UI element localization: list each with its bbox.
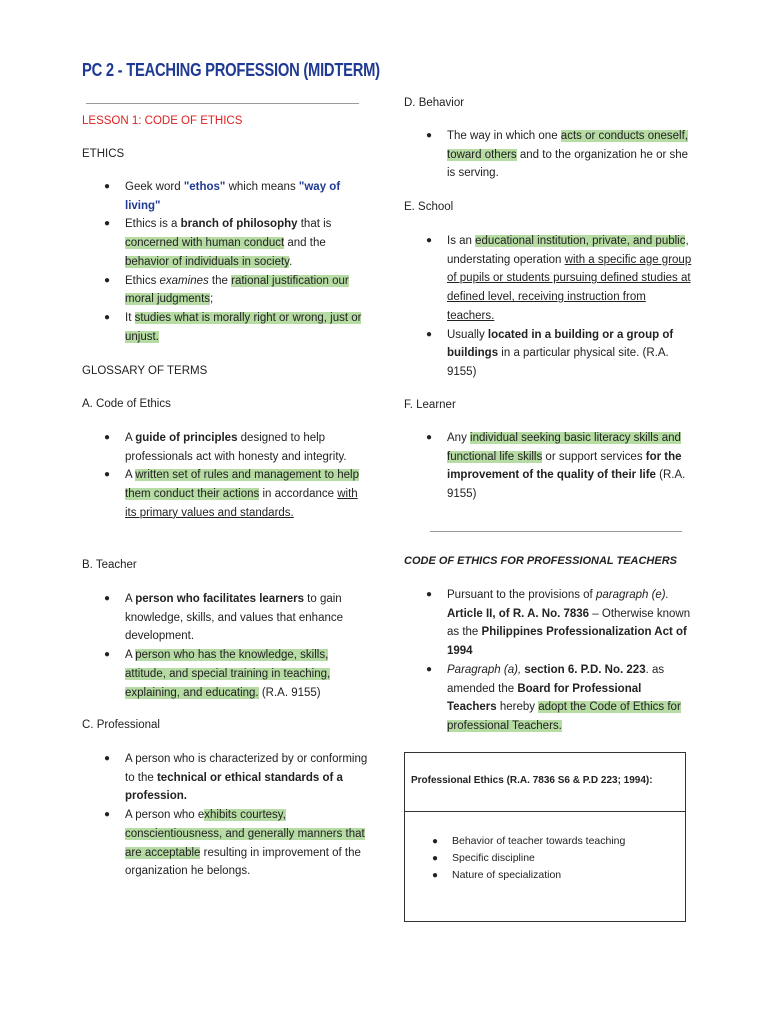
- bullet-icon: ●: [104, 593, 111, 604]
- professional-list: [82, 750, 372, 881]
- bullet-icon: ●: [426, 328, 433, 340]
- list-item: ● A person who exhibits courtesy, conscientiousness, and generally manners that are acceptable resulting in improvement of the organization he belongs.: [82, 806, 372, 881]
- list-item: ● Behavior of teacher towards teaching: [405, 833, 685, 850]
- list-item: ● Specific discipline: [405, 850, 685, 867]
- bullet-icon: ●: [104, 809, 111, 821]
- list-item: ● Nature of specialization: [405, 867, 685, 884]
- bullet-icon: ●: [104, 649, 111, 661]
- bullet-icon: ●: [426, 432, 433, 443]
- code-teachers-heading: CODE OF ETHICS FOR PROFESSIONAL TEACHERS: [404, 555, 677, 567]
- learner-heading: F. Learner: [404, 399, 456, 411]
- list-item: ● It studies what is morally right or wrong, just or unjust.: [82, 309, 372, 346]
- box-divider: [405, 811, 685, 812]
- code-of-ethics-heading: A. Code of Ethics: [82, 398, 171, 410]
- bullet-icon: ●: [104, 753, 111, 764]
- list-item: ● Ethics is a branch of philosophy that is concerned with human conduct and the behavior of individuals in society.: [82, 215, 372, 271]
- list-item: ● Any individual seeking basic literacy skills and functional life skills or support services for the improvement of the quality of their life (R.A. 9155): [404, 429, 694, 504]
- bullet-icon: ●: [426, 130, 433, 141]
- code-of-ethics-list: [82, 429, 372, 523]
- bullet-icon: ●: [104, 469, 111, 481]
- list-item: ● A written set of rules and management to help them conduct their actions in accordance with its primary values and standards.: [82, 466, 372, 522]
- list-item: ● The way in which one acts or conducts oneself, toward others and to the organization he or she is serving.: [404, 127, 694, 183]
- professional-heading: C. Professional: [82, 719, 160, 731]
- ethics-heading: ETHICS: [82, 148, 125, 160]
- bullet-icon: ●: [104, 311, 111, 323]
- bullet-icon: ●: [104, 274, 111, 286]
- list-item: ● Pursuant to the provisions of paragraph (e). Article II, of R. A. No. 7836 – Otherwise known as the Philippines Professionalization Act of 1994: [404, 586, 694, 661]
- teacher-heading: B. Teacher: [82, 559, 137, 571]
- list-item: ● Is an educational institution, private, and public, understating operation with a specific age group of pupils or students pursuing defined studies at defined level, receiving instruction from teachers.: [404, 232, 694, 326]
- school-heading: E. School: [404, 201, 454, 213]
- code-teachers-list: [404, 586, 694, 736]
- behavior-list: [404, 127, 694, 183]
- glossary-heading: GLOSSARY OF TERMS: [82, 365, 208, 377]
- bullet-icon: ●: [104, 432, 111, 443]
- ethics-list: [82, 178, 372, 346]
- section-divider: [430, 531, 682, 532]
- list-item: ● A person who facilitates learners to gain knowledge, skills, and values that enhance development.: [82, 590, 372, 646]
- bullet-icon: ●: [432, 870, 439, 881]
- list-item: ● Ethics examines the rational justification our moral judgments;: [82, 272, 372, 309]
- bullet-icon: ●: [426, 589, 433, 600]
- list-item: ● Usually located in a building or a group of buildings in a particular physical site. (R.A. 9155): [404, 326, 694, 382]
- bullet-icon: ●: [432, 853, 439, 864]
- lesson-heading: LESSON 1: CODE OF ETHICS: [82, 115, 243, 127]
- school-list: [404, 232, 694, 382]
- list-item: ● A person who has the knowledge, skills, attitude, and special training in teaching, explaining, and educating. (R.A. 9155): [82, 646, 372, 702]
- bullet-icon: ●: [104, 218, 111, 230]
- professional-ethics-box: [404, 752, 686, 922]
- learner-list: [404, 429, 694, 504]
- bullet-icon: ●: [104, 181, 111, 192]
- list-item: ● A person who is characterized by or conforming to the technical or ethical standards of a profession.: [82, 750, 372, 806]
- page-title: PC 2 - TEACHING PROFESSION (MIDTERM): [82, 60, 380, 80]
- box-header: Professional Ethics (R.A. 7836 S6 & P.D 223; 1994):: [411, 775, 653, 786]
- bullet-icon: ●: [426, 663, 433, 675]
- bullet-icon: ●: [426, 235, 433, 246]
- teacher-list: [82, 590, 372, 702]
- bullet-icon: ●: [432, 836, 439, 847]
- title-divider: [86, 103, 359, 104]
- box-list: [405, 833, 685, 884]
- behavior-heading: D. Behavior: [404, 97, 465, 109]
- list-item: ● Geek word "ethos" which means "way of living": [82, 178, 372, 215]
- list-item: ● A guide of principles designed to help professionals act with honesty and integrity.: [82, 429, 372, 466]
- list-item: ● Paragraph (a), section 6. P.D. No. 223. as amended the Board for Professional Teachers hereby adopt the Code of Ethics for professional Teachers.: [404, 661, 694, 736]
